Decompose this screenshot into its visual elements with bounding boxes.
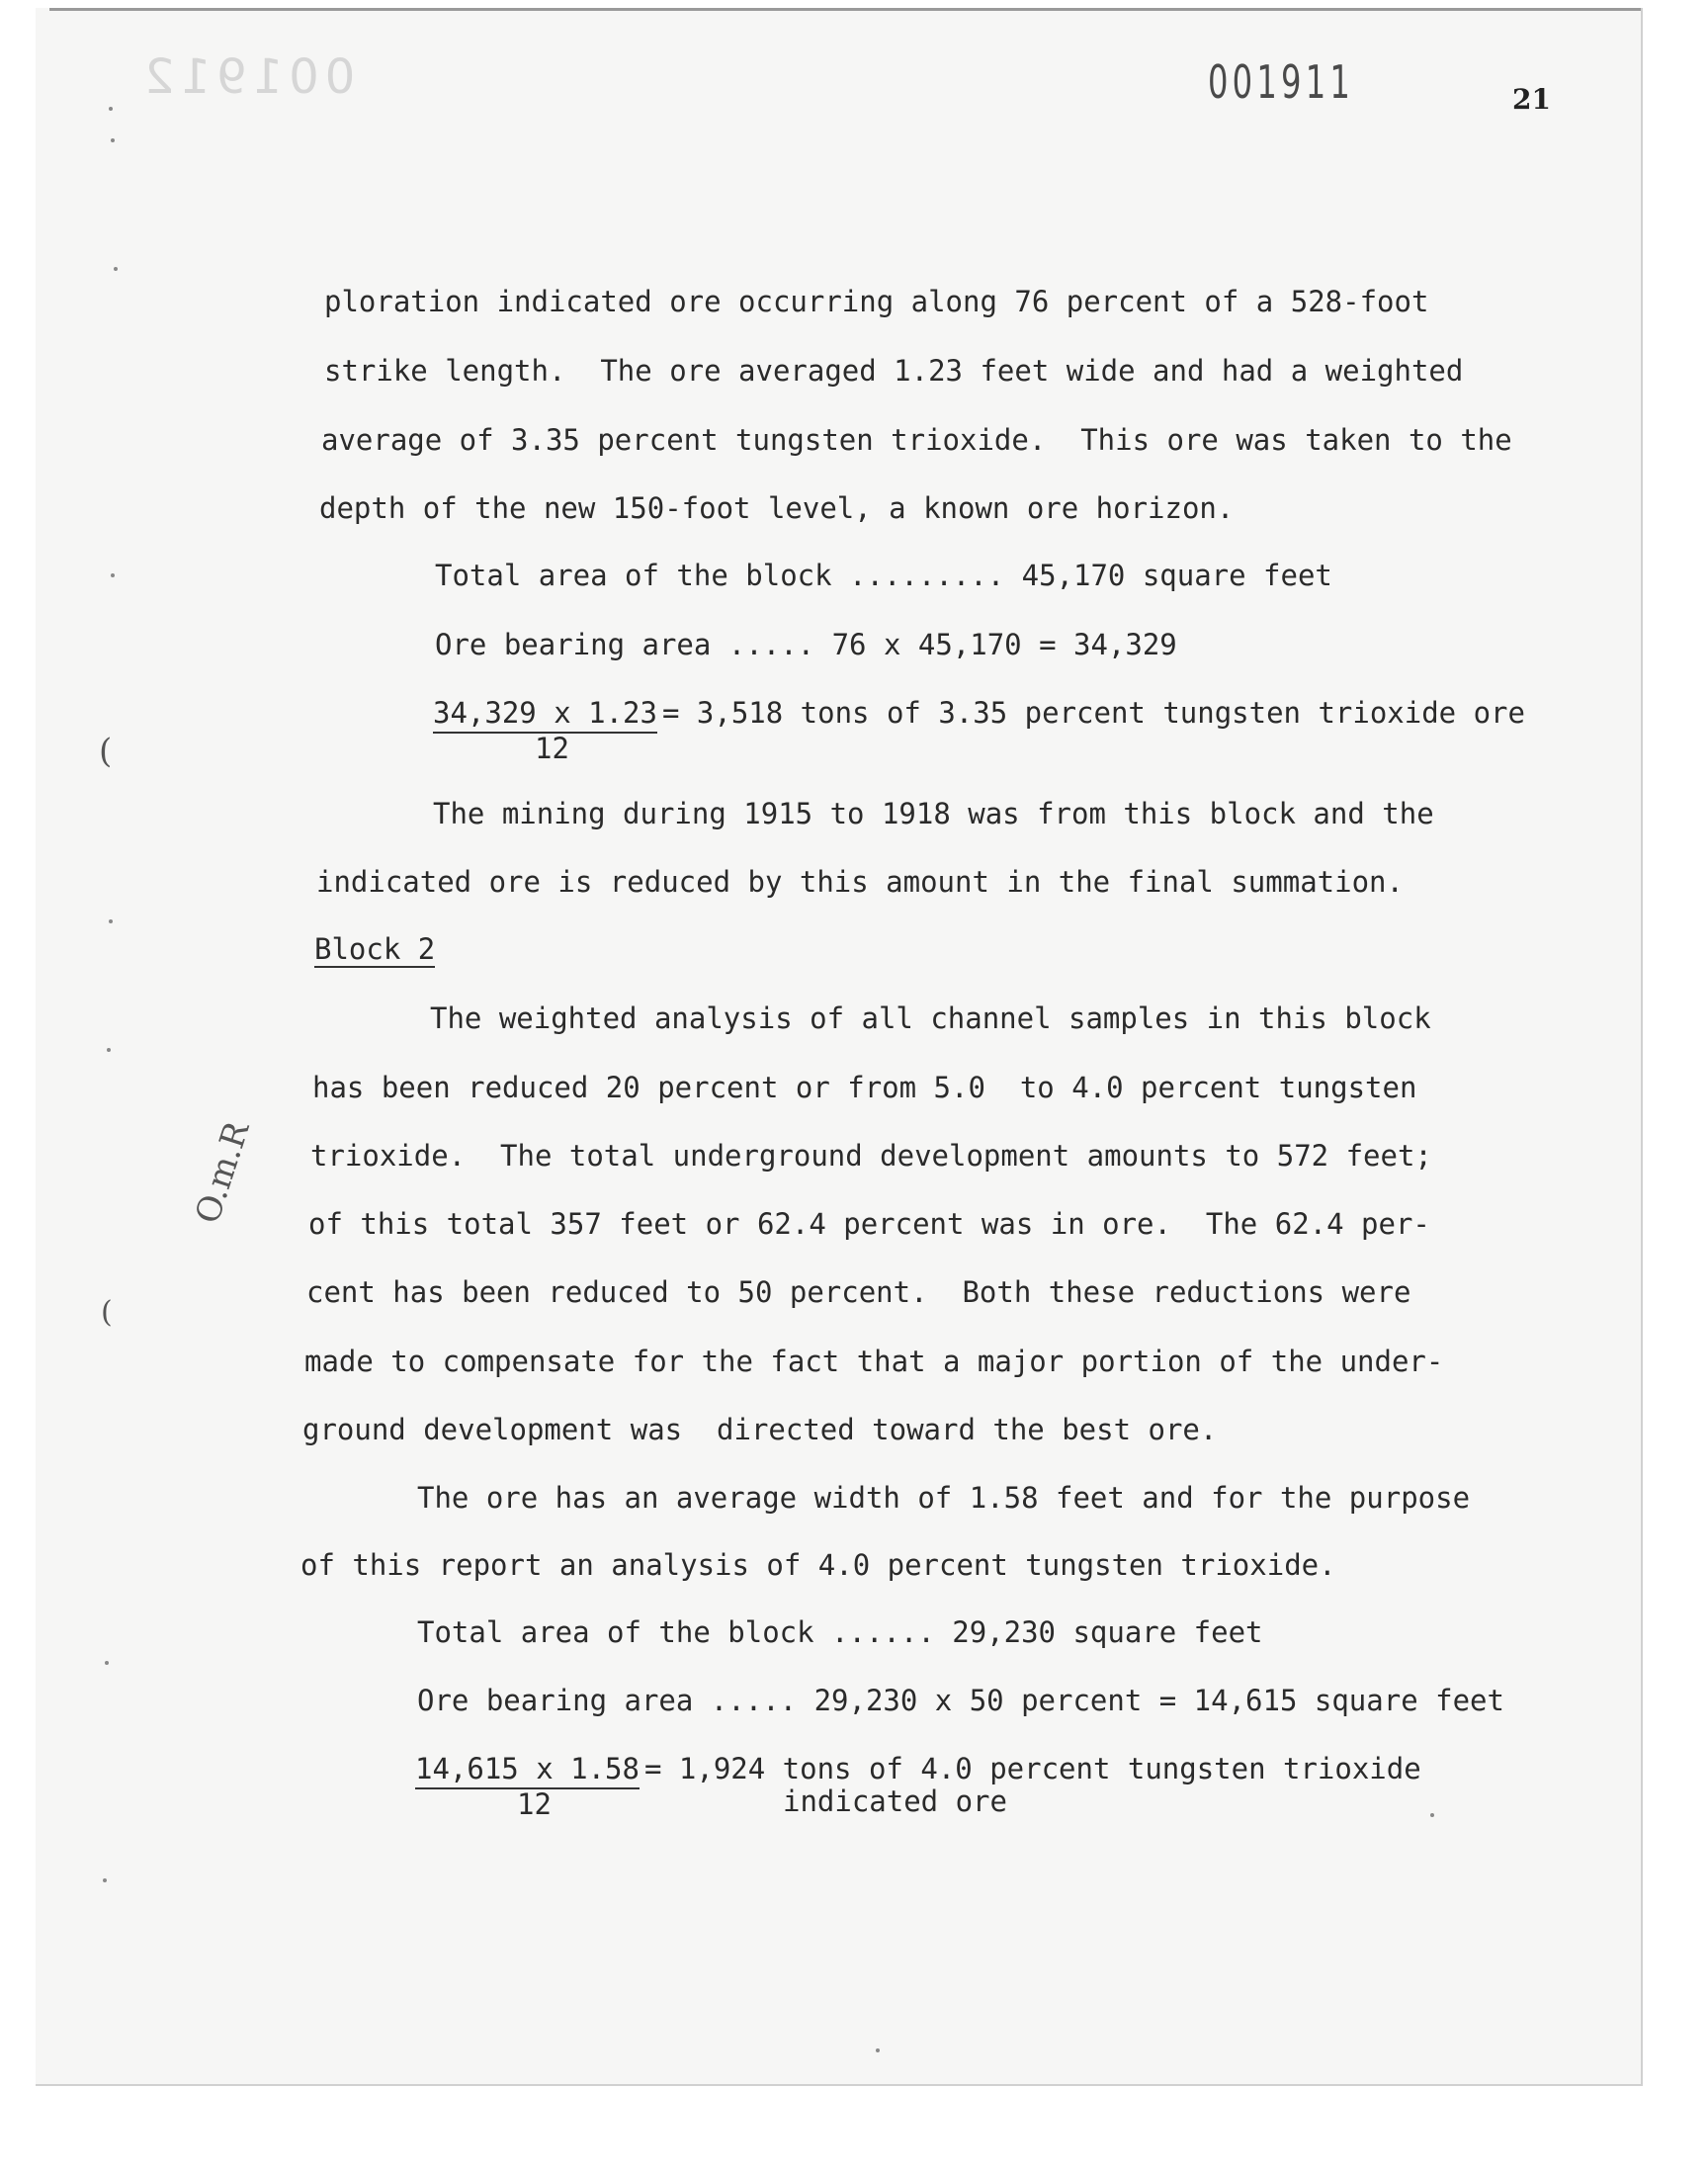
ore-area-line: Ore bearing area ..... 76 x 45,170 = 34,329 — [435, 628, 1177, 661]
margin-bracket-mark: ( — [101, 1295, 113, 1330]
scan-speck — [1430, 1813, 1434, 1817]
scan-speck — [876, 2048, 880, 2052]
page-number: 21 — [1512, 83, 1551, 116]
handwritten-margin-note: O.m.R — [188, 1116, 258, 1229]
scan-speck — [111, 573, 115, 577]
top-edge-line — [49, 8, 1641, 11]
fraction-numerator: 14,615 x 1.58 — [415, 1752, 640, 1789]
scan-speck — [103, 1878, 107, 1882]
block-area-line: Total area of the block ......... 45,170 square feet — [435, 559, 1332, 592]
fraction-numerator: 34,329 x 1.23 — [433, 696, 657, 734]
scan-speck — [111, 138, 115, 142]
text-line: ploration indicated ore occurring along 76 percent of a 528-foot — [324, 285, 1429, 318]
text-line: The ore has an average width of 1.58 feet and for the purpose — [417, 1481, 1471, 1515]
text-line: ground development was directed toward the best ore. — [302, 1413, 1218, 1446]
block-2-heading: Block 2 — [314, 932, 436, 966]
text-line: of this report an analysis of 4.0 percent tungsten trioxide. — [300, 1548, 1336, 1582]
scan-speck — [105, 1661, 109, 1665]
ore-area-line: Ore bearing area ..... 29,230 x 50 percent = 14,615 square feet — [417, 1684, 1504, 1717]
text-line: has been reduced 20 percent or from 5.0 to 4.0 percent tungsten — [312, 1071, 1417, 1104]
tonnage-result: = 3,518 tons of 3.35 percent tungsten trioxide ore — [662, 696, 1525, 730]
text-line: average of 3.35 percent tungsten trioxide. This ore was taken to the — [321, 423, 1512, 457]
scan-speck — [109, 919, 113, 923]
fraction-denominator: 12 — [535, 732, 569, 765]
text-line: of this total 357 feet or 62.4 percent was in ore. The 62.4 per- — [308, 1207, 1430, 1241]
text-line: trioxide. The total underground development amounts to 572 feet; — [310, 1139, 1432, 1173]
tonnage-result: = 1,924 tons of 4.0 percent tungsten trioxide — [644, 1752, 1421, 1785]
text-line: The weighted analysis of all channel samples in this block — [430, 1001, 1431, 1035]
block-area-line: Total area of the block ...... 29,230 square feet — [417, 1615, 1263, 1649]
tonnage-result-continued: indicated ore — [783, 1784, 1007, 1818]
text-line: The mining during 1915 to 1918 was from this block and the — [433, 797, 1434, 830]
text-line: strike length. The ore averaged 1.23 feet wide and had a weighted — [324, 354, 1464, 388]
margin-bracket-mark: ( — [99, 732, 113, 771]
text-line: made to compensate for the fact that a major portion of the under- — [304, 1345, 1444, 1378]
document-number-stamp: 001911 — [1208, 55, 1355, 109]
scan-speck — [109, 107, 113, 111]
text-line: depth of the new 150-foot level, a known ore horizon. — [319, 491, 1235, 525]
text-line: cent has been reduced to 50 percent. Both these reductions were — [306, 1275, 1411, 1309]
mirrored-document-number: 001912 — [138, 49, 356, 105]
fraction-denominator: 12 — [517, 1787, 552, 1821]
scan-speck — [107, 1048, 111, 1052]
text-line: indicated ore is reduced by this amount in the final summation. — [316, 865, 1404, 899]
scan-speck — [114, 267, 118, 271]
